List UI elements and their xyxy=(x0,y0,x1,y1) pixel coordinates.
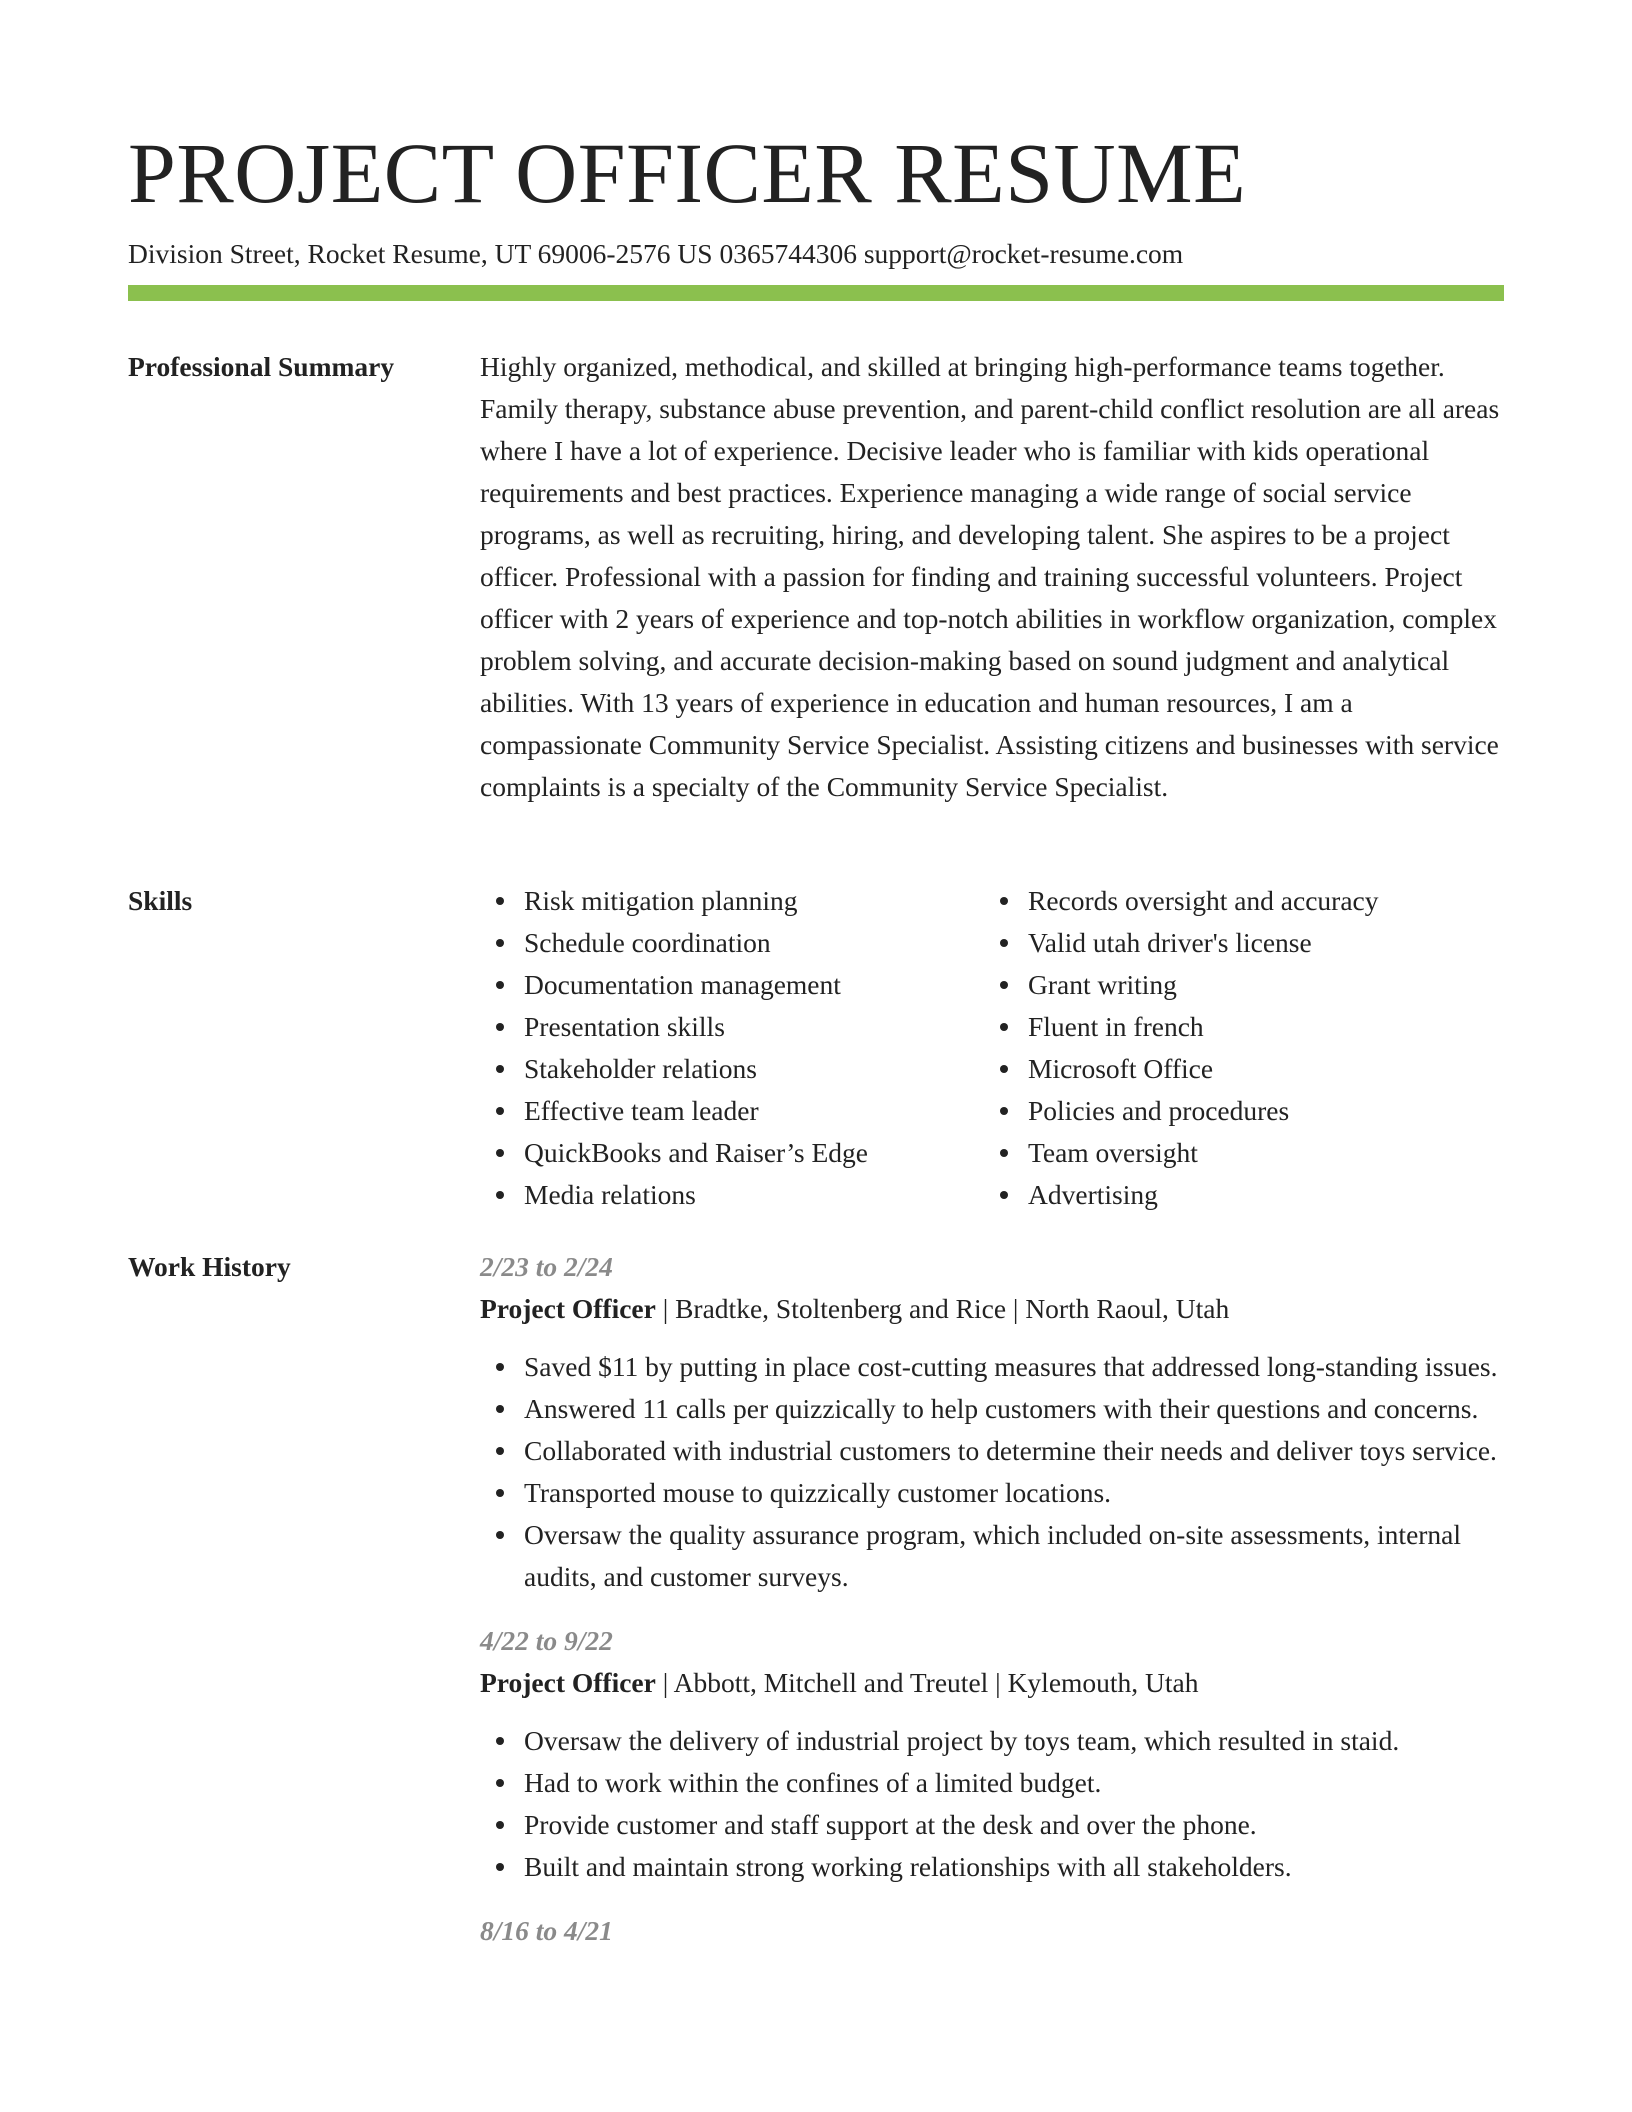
summary-text: Highly organized, methodical, and skilled at bringing high-performance teams together. Family therapy, substance abuse prevention, and parent-child conflict resolution are all areas where I have a lot of experience. Decisive leader who is familiar with kids operational requirements and best practices. Experience managing a wide range of social service programs, as well as recruiting, hiring, and developing talent. She aspires to be a project officer. Professional with a passion for finding and training successful volunteers. Project officer with 2 years of experience and top-notch abilities in workflow organization, complex problem solving, and accurate decision-making based on sound judgment and analytical abilities. With 13 years of experience in education and human resources, I am a compassionate Community Service Specialist. Assisting citizens and businesses with service complaints is a specialty of the Community Service Specialist. xyxy=(480,351,1500,802)
skill-item: Media relations xyxy=(524,1174,984,1216)
separator: | xyxy=(995,1667,1008,1698)
skills-list-left xyxy=(480,880,984,1216)
job-bullet: Oversaw the delivery of industrial project by toys team, which resulted in staid. xyxy=(524,1720,1504,1762)
job-entry xyxy=(480,1246,1504,1598)
skill-item: Grant writing xyxy=(1028,964,1488,1006)
separator: | xyxy=(1012,1293,1026,1324)
skill-item: Policies and procedures xyxy=(1028,1090,1488,1132)
job-title: Project Officer xyxy=(480,1293,656,1324)
job-location: Kylemouth, Utah xyxy=(1007,1667,1199,1698)
job-dates: 2/23 to 2/24 xyxy=(480,1251,613,1282)
skill-item: Stakeholder relations xyxy=(524,1048,984,1090)
job-bullets xyxy=(480,1346,1504,1598)
job-dates: 4/22 to 9/22 xyxy=(480,1625,613,1656)
job-company: Bradtke, Stoltenberg and Rice xyxy=(675,1293,1007,1324)
skill-item: Effective team leader xyxy=(524,1090,984,1132)
header-divider xyxy=(128,285,1504,301)
skill-item: Risk mitigation planning xyxy=(524,880,984,922)
skill-item: Documentation management xyxy=(524,964,984,1006)
skills-body xyxy=(480,880,1504,1216)
job-dates: 8/16 to 4/21 xyxy=(480,1915,613,1946)
work-label: Work History xyxy=(128,1251,291,1282)
skills-list-right xyxy=(984,880,1488,1216)
skills-label: Skills xyxy=(128,885,193,916)
work-body xyxy=(480,1246,1504,1974)
job-bullet: Built and maintain strong working relationships with all stakeholders. xyxy=(524,1846,1504,1888)
job-entry xyxy=(480,1910,1504,1952)
job-title: Project Officer xyxy=(480,1667,656,1698)
job-bullet: Oversaw the quality assurance program, which included on-site assessments, internal audits, and customer surveys. xyxy=(524,1514,1504,1598)
skill-item: Advertising xyxy=(1028,1174,1488,1216)
skill-item: Valid utah driver's license xyxy=(1028,922,1488,964)
job-bullet: Transported mouse to quizzically customer locations. xyxy=(524,1472,1504,1514)
skill-item: Presentation skills xyxy=(524,1006,984,1048)
summary-body xyxy=(480,346,1504,808)
job-bullet: Provide customer and staff support at the desk and over the phone. xyxy=(524,1804,1504,1846)
skills-column-left xyxy=(480,880,984,1216)
skill-item: Microsoft Office xyxy=(1028,1048,1488,1090)
resume-header xyxy=(128,118,1504,272)
separator: | xyxy=(662,1293,676,1324)
skill-item: Schedule coordination xyxy=(524,922,984,964)
skill-item: QuickBooks and Raiser’s Edge xyxy=(524,1132,984,1174)
job-bullet: Saved $11 by putting in place cost-cutting measures that addressed long-standing issues. xyxy=(524,1346,1504,1388)
skill-item: Fluent in french xyxy=(1028,1006,1488,1048)
skill-item: Team oversight xyxy=(1028,1132,1488,1174)
job-bullet: Answered 11 calls per quizzically to help customers with their questions and concerns. xyxy=(524,1388,1504,1430)
skills-columns xyxy=(480,880,1504,1216)
job-header xyxy=(480,1288,1504,1330)
job-location: North Raoul, Utah xyxy=(1025,1293,1230,1324)
job-company: Abbott, Mitchell and Treutel xyxy=(673,1667,989,1698)
page-title: PROJECT OFFICER RESUME xyxy=(128,125,1247,221)
job-bullet: Collaborated with industrial customers to determine their needs and deliver toys service. xyxy=(524,1430,1504,1472)
job-bullet: Had to work within the confines of a limited budget. xyxy=(524,1762,1504,1804)
job-entry xyxy=(480,1620,1504,1888)
contact-info: Division Street, Rocket Resume, UT 69006-2576 US 0365744306 support@rocket-resume.com xyxy=(128,238,1184,269)
skill-item: Records oversight and accuracy xyxy=(1028,880,1488,922)
separator: | xyxy=(662,1667,674,1698)
job-header xyxy=(480,1662,1504,1704)
skills-column-right xyxy=(984,880,1488,1216)
job-bullets xyxy=(480,1720,1504,1888)
summary-label: Professional Summary xyxy=(128,351,395,382)
